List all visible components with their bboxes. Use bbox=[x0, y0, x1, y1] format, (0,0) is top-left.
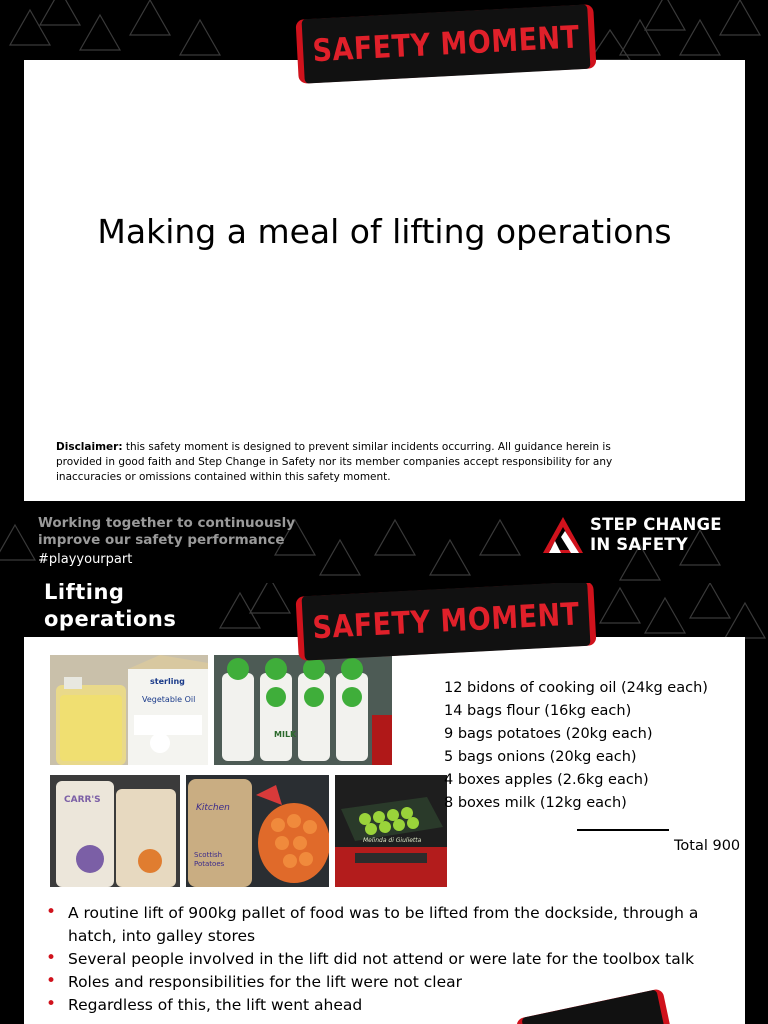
bullet-item bbox=[46, 971, 726, 994]
milk-photo bbox=[214, 655, 392, 765]
total-divider bbox=[577, 829, 669, 831]
bullet-item bbox=[46, 902, 726, 948]
bullet-icon: • bbox=[46, 994, 57, 1014]
flour-brand-label: CARR'S bbox=[64, 795, 101, 805]
tagline bbox=[38, 515, 295, 549]
content-panel bbox=[24, 60, 745, 501]
oil-product-label: Vegetable Oil bbox=[142, 695, 196, 704]
slide-lifting-operations bbox=[0, 583, 768, 1024]
bullet-icon: • bbox=[46, 902, 57, 922]
potato-brand-label: Kitchen bbox=[196, 803, 230, 813]
potato-label: Scottish Potatoes bbox=[194, 851, 225, 868]
tagline-line-1: Working together to continuously bbox=[38, 515, 296, 531]
apple-label: Melinda di Giulietta bbox=[363, 837, 422, 844]
bullet-icon: • bbox=[46, 948, 57, 968]
hashtag: #playyourpart bbox=[38, 552, 133, 567]
bullet-text: Regardless of this, the lift went ahead bbox=[68, 996, 363, 1014]
total-weight: Total 900 bbox=[674, 838, 741, 854]
potatoes-onions-photo bbox=[186, 775, 329, 887]
food-item: 4 boxes apples (2.6kg each) bbox=[444, 772, 649, 788]
bullet-text: Roles and responsibilities for the lift were not clear bbox=[68, 973, 463, 991]
food-item: 8 boxes milk (12kg each) bbox=[444, 795, 627, 811]
slide-heading-line-2: operations bbox=[44, 607, 177, 631]
slide-title-text: Making a meal of lifting operations bbox=[97, 212, 672, 251]
disclaimer-label: Disclaimer: bbox=[56, 441, 123, 453]
food-item: 12 bidons of cooking oil (24kg each) bbox=[444, 680, 708, 696]
safety-moment-stamp-text: SAFETY MOMENT bbox=[302, 4, 591, 83]
food-item: 14 bags flour (16kg each) bbox=[444, 703, 632, 719]
bullet-text: A routine lift of 900kg pallet of food was to be lifted from the dockside, through a hatch, into galley stores bbox=[68, 904, 699, 945]
logo-line-1: STEP CHANGE bbox=[590, 515, 722, 534]
slide-heading-line-1: Lifting bbox=[44, 583, 125, 604]
bullet-item bbox=[46, 948, 726, 971]
content-panel bbox=[24, 637, 745, 1024]
oil-brand-label: sterling bbox=[150, 677, 185, 686]
food-items-list bbox=[444, 677, 708, 815]
bullet-text: Several people involved in the lift did not attend or were late for the toolbox talk bbox=[68, 950, 695, 968]
disclaimer-text: this safety moment is designed to prevent similar incidents occurring. All guidance herein is provided in good faith and Step Change in Safety nor its member companies accept responsibility for any inaccuracies or omissions contained within this safety moment. bbox=[56, 441, 613, 483]
flour-photo bbox=[50, 775, 180, 887]
food-item: 9 bags potatoes (20kg each) bbox=[444, 726, 653, 742]
cooking-oil-photo bbox=[50, 655, 208, 765]
step-change-triangle-icon bbox=[543, 515, 587, 555]
slide-heading bbox=[44, 583, 176, 633]
tagline-line-2: improve our safety performance bbox=[38, 532, 285, 548]
disclaimer bbox=[56, 440, 656, 485]
logo-line-2: IN SAFETY bbox=[590, 535, 688, 554]
bullet-icon: • bbox=[46, 971, 57, 991]
safety-moment-stamp-text: SAFETY MOMENT bbox=[302, 583, 591, 661]
food-item: 5 bags onions (20kg each) bbox=[444, 749, 637, 765]
milk-label: MILK bbox=[274, 730, 297, 739]
step-change-logo bbox=[543, 515, 753, 555]
apples-photo bbox=[335, 775, 447, 887]
